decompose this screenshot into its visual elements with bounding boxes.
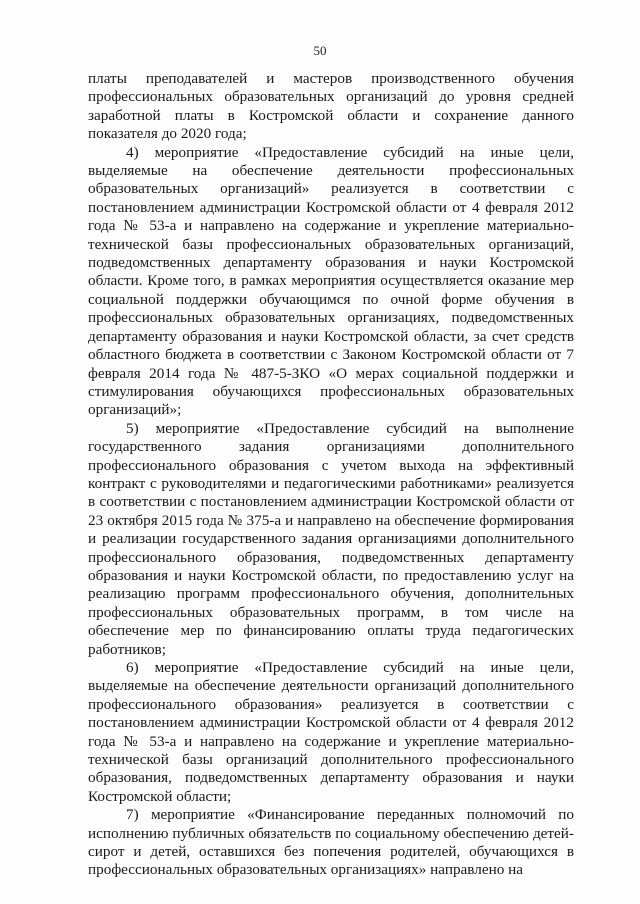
paragraph-item-7: 7) мероприятие «Финансирование переданных полномочий по исполнению публичных обязательств по социальному обеспечению детей-сирот и детей, оставшихся без попечения родителей, обучающихся в профессиональных образовательных организациях» направлено на [88, 806, 574, 879]
page-number: 50 [313, 43, 327, 58]
paragraph-item-4: 4) мероприятие «Предоставление субсидий на иные цели, выделяемые на обеспечение деятельности профессиональных образовательных организаций» реализуется в соответствии с постановлением администрации Костромской области от 4 февраля 2012 года № 53-а и направлено на содержание и укрепление материально-технической базы профессиональных образовательных организаций, подведомственных департаменту образования и науки Костромской области. Кроме того, в рамках мероприятия осуществляется оказание мер социальной поддержки обучающимся по очной форме обучения в профессиональных образовательных организациях, подведомственных департаменту образования и науки Костромской области, за счет средств областного бюджета в соответствии с Законом Костромской области от 7 февраля 2014 года № 487-5-ЗКО «О мерах социальной поддержки и стимулирования обучающихся профессиональных образовательных организаций»; [88, 143, 574, 419]
paragraph-continuation: платы преподавателей и мастеров производственного обучения профессиональных образовательных организаций до уровня средней заработной платы в Костромской области и сохранение данного показателя до 2020 года; [88, 70, 574, 143]
paragraph-item-6: 6) мероприятие «Предоставление субсидий на иные цели, выделяемые на обеспечение деятельности организаций дополнительного профессионального образования» реализуется в соответствии с постановлением администрации Костромской области от 4 февраля 2012 года № 53-а и направлено на содержание и укрепление материально-технической базы организаций дополнительного профессионального образования, подведомственных департаменту образования и науки Костромской области; [88, 659, 574, 805]
paragraph-item-5: 5) мероприятие «Предоставление субсидий на выполнение государственного задания организациями дополнительного профессионального образования с учетом выхода на эффективный контракт с руководителями и педагогическими работниками» реализуется в соответствии с постановлением администрации Костромской области от 23 октября 2015 года № 375-а и направлено на обеспечение формирования и реализации государственного задания организациями дополнительного профессионального образования, подведомственных департаменту образования и науки Костромской области, по предоставлению услуг на реализацию программ профессионального обучения, дополнительных профессиональных образовательных программ, в том числе на обеспечение мер по финансированию оплаты труда педагогических работников; [88, 419, 574, 658]
document-body [88, 70, 574, 880]
